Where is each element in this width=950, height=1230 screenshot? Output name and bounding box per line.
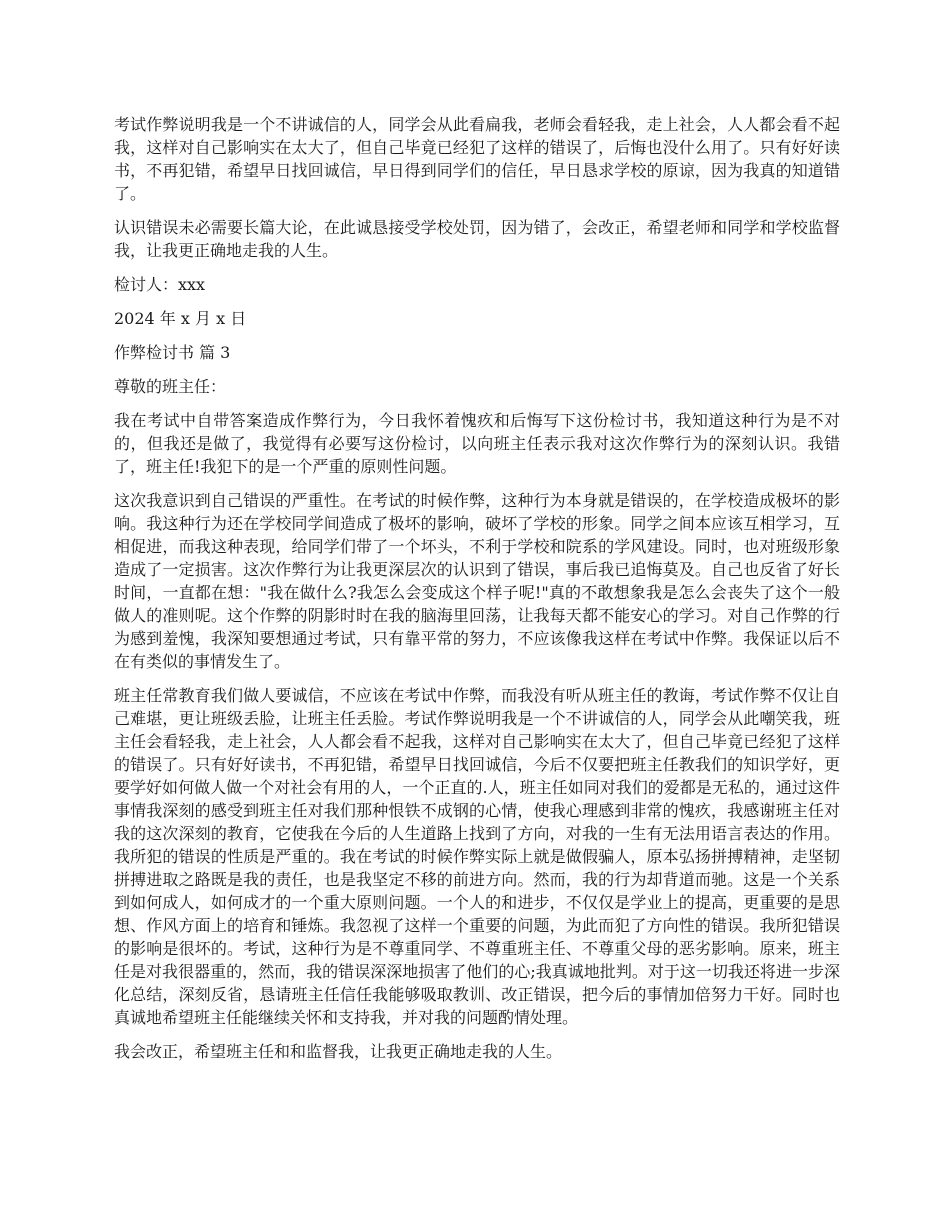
salutation: 尊敬的班主任： xyxy=(114,377,227,396)
paragraph-acceptance: 认识错误未必需要长篇大论，在此诚恳接受学校处罚，因为错了，会改正，希望老师和同学和学校监督我，让我更正确地走我的人生。 xyxy=(114,218,840,260)
paragraph-reflection: 这次我意识到自己错误的严重性。在考试的时候作弊，这种行为本身就是错误的，在学校造成极坏的影响。我这种行为还在学校同学间造成了极坏的影响，破坏了学校的形象。同学之间本应该互相学习，互相促进，而我这种表现，给同学们带了一个坏头，不利于学校和院系的学风建设。同时，也对班级形象造成了一定损害。这次作弊行为让我更深层次的认识到了错误，事后我已追悔莫及。自己也反省了好长时间，一直都在想："我在做什么?我怎么会变成这个样子呢!"真的不敢想象我是怎么会丧失了这个一般做人的准则呢。这个作弊的阴影时时在我的脑海里回荡，让我每天都不能安心的学习。对自己作弊的行为感到羞愧，我深知要想通过考试，只有靠平常的努力，不应该像我这样在考试中作弊。我保证以后不在有类似的事情发生了。 xyxy=(114,491,840,671)
signer-line: 检讨人：xxx xyxy=(114,275,206,294)
section-title: 作弊检讨书 篇 3 xyxy=(114,343,231,362)
document-body xyxy=(114,113,840,1074)
paragraph-consequences: 考试作弊说明我是一个不讲诚信的人，同学会从此看扁我，老师会看轻我，走上社会，人人都会看不起我，这样对自己影响实在太大了，但自己毕竟已经犯了这样的错误了，后悔也没什么用了。只有好好读书，不再犯错，希望早日找回诚信，早日得到同学们的信任，早日恳求学校的原谅，因为我真的知道错了。 xyxy=(114,115,840,203)
paragraph-closing: 我会改正，希望班主任和和监督我，让我更正确地走我的人生。 xyxy=(114,1042,563,1061)
paragraph-confession: 我在考试中自带答案造成作弊行为，今日我怀着愧疚和后悔写下这份检讨书，我知道这种行为是不对的，但我还是做了，我觉得有必要写这份检讨，以向班主任表示我对这次作弊行为的深刻认识。我错了，班主任!我犯下的是一个严重的原则性问题。 xyxy=(114,411,840,476)
date-line: 2024 年 x 月 x 日 xyxy=(114,309,247,328)
paragraph-commitment: 班主任常教育我们做人要诚信，不应该在考试中作弊，而我没有听从班主任的教诲，考试作弊不仅让自己难堪，更让班级丢脸，让班主任丢脸。考试作弊说明我是一个不讲诚信的人，同学会从此嘲笑我，班主任会看轻我，走上社会，人人都会看不起我，这样对自己影响实在太大了，但自己毕竟已经犯了这样的错误了。只有好好读书，不再犯错，希望早日找回诚信，今后不仅要把班主任教我们的知识学好，更要学好如何做人做一个对社会有用的人，一个正直的.人，班主任如同对我们的爱都是无私的，通过这件事情我深刻的感受到班主任对我们那种恨铁不成钢的心情，使我心理感到非常的愧疚，我感谢班主任对我的这次深刻的教育，它使我在今后的人生道路上找到了方向，对我的一生有无法用语言表达的作用。我所犯的错误的性质是严重的。我在考试的时候作弊实际上就是做假骗人，原本弘扬拼搏精神，走坚韧拼搏进取之路既是我的责任，也是我坚定不移的前进方向。然而，我的行为却背道而驰。这是一个关系到如何成人，如何成才的一个重大原则问题。一个人的和进步，不仅仅是学业上的提高，更重要的是思想、作风方面上的培育和锤炼。我忽视了这样一个重要的问题，为此而犯了方向性的错误。我所犯错误的影响是很坏的。考试，这种行为是不尊重同学、不尊重班主任、不尊重父母的恶劣影响。原来，班主任是对我很器重的，然而，我的错误深深地损害了他们的心;我真诚地批判。对于这一切我还将进一步深化总结，深刻反省，恳请班主任信任我能够吸取教训、改正错误，把今后的事情加倍努力干好。同时也真诚地希望班主任能继续关怀和支持我，并对我的问题酌情处理。 xyxy=(114,686,840,1027)
